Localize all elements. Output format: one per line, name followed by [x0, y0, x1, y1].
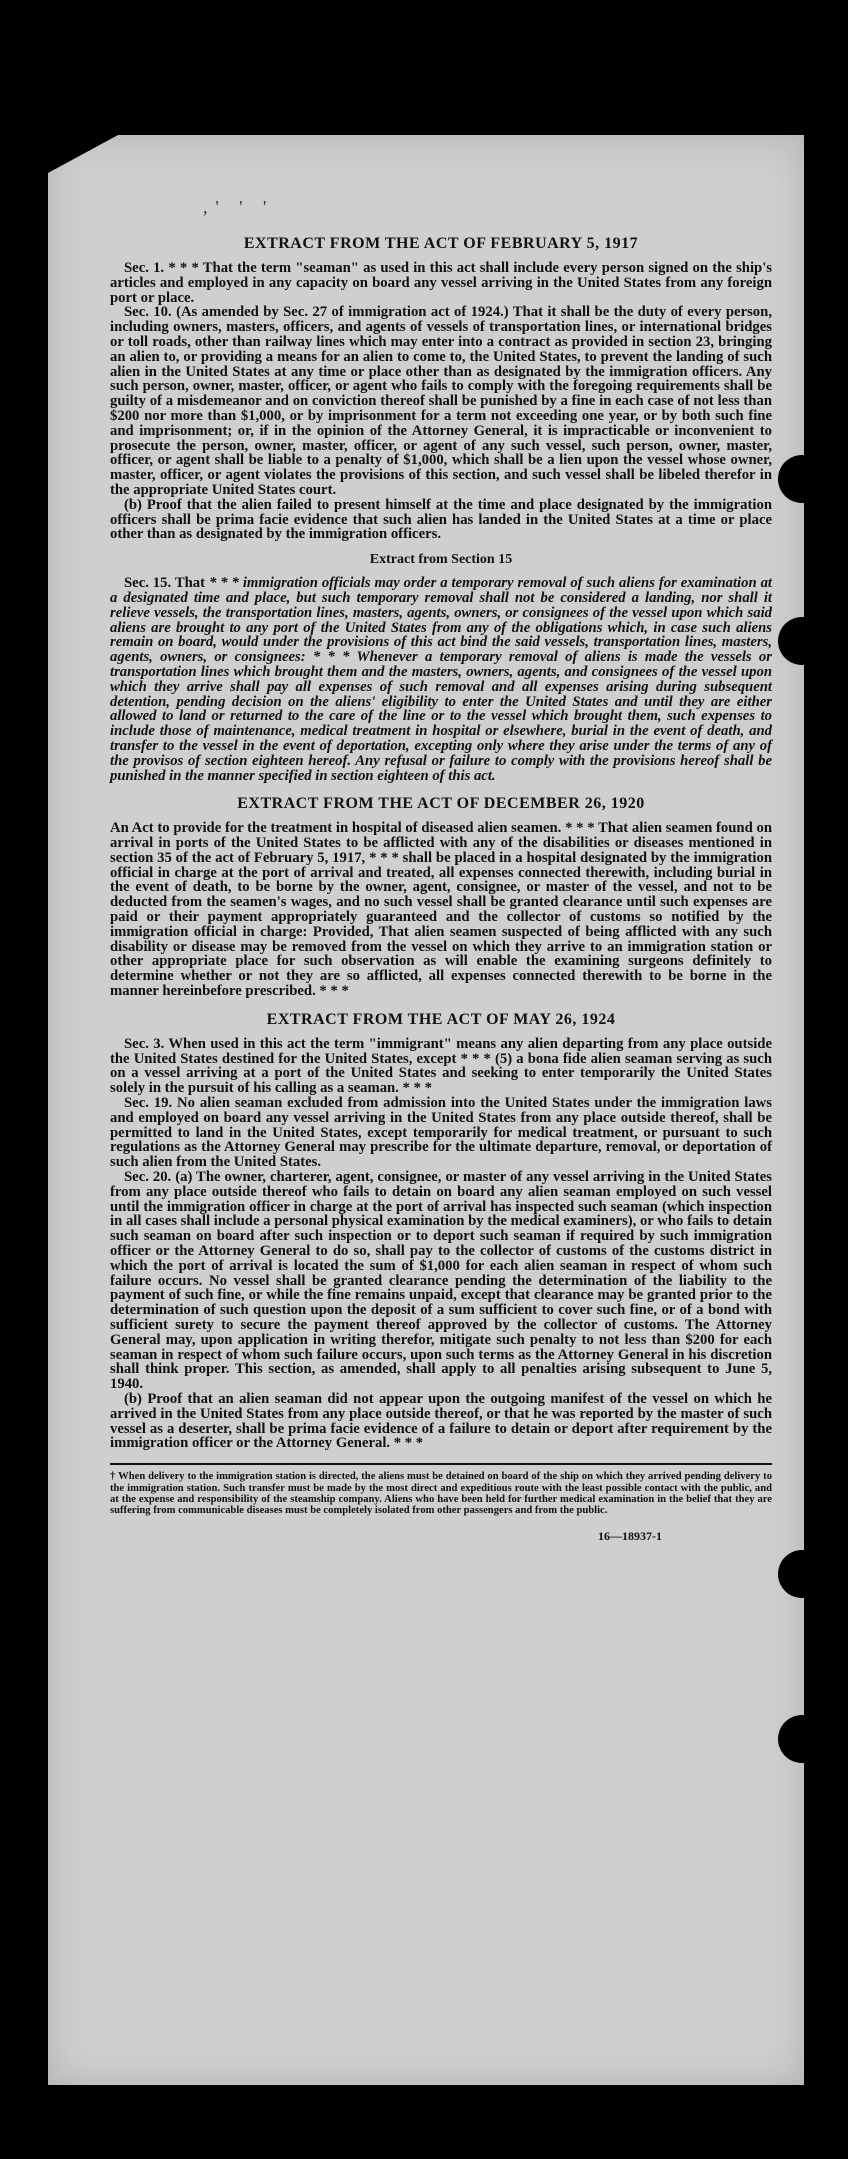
section-15 [110, 576, 772, 783]
document-sheet [48, 135, 804, 2085]
section-1-text: * * * That the term "seaman" as used in this act shall include every person signed on the ship's articles and employed in any capacity on board any vessel arriving in the United States from any foreign port or place. [110, 260, 772, 306]
section-3-heading: Sec. 3. [124, 1035, 165, 1052]
section-10-text: (As amended by Sec. 27 of immigration act of 1924.) That it shall be the duty of every person, including owners, masters, officers, and agents of vessels of transportation lines, or international bridges or toll roads, other than railway lines which may enter into a contract as provided in section 23, bringing an alien to, or providing a means for an alien to come to, the United States, to prevent the landing of such alien in the United States at any time or place other than as designated by the immigration officers. Any such person, owner, master, officer, or agent who fails to comply with the foregoing requirements shall be guilty of a misdemeanor and on conviction thereof shall be punished by a fine in each case of not less than $200 nor more than $1,000, or by imprisonment for a term not exceeding one year, or by both such fine and imprisonment; or, if in the opinion of the Attorney General, it is impracticable or inconvenient to prosecute the person, owner, master, officer, or agent of any such vessel, such person, owner, master, officer, or agent shall be liable to a penalty of $1,000, which shall be a lien upon the vessel whose owner, master, officer, or agent violates the provisions of this section, and such vessel shall be libeled therefor in the appropriate United States court. [110, 304, 772, 498]
section-10-heading: Sec. 10. [124, 304, 172, 321]
section-20-text: (a) The owner, charterer, agent, consignee, or master of any vessel arriving in the United States from any place outside thereof who fails to detain on board any alien seaman employed on such vessel until the immigration officer in charge at the port of arrival has inspected such seaman (which inspection in all cases shall include a personal physical examination by the medical examiners), or who fails to detain such seaman on board after such inspection or to deport such seaman if required by such immigration officer or the Attorney General to do so, shall pay to the collector of customs of the customs district in which the port of arrival is located the sum of $1,000 for each alien seaman in respect of whom such failure occurs. No vessel shall be granted clearance pending the determination of the liability to the payment of such fine, or while the fine remains unpaid, except that clearance may be granted prior to the determination of such question upon the deposit of a sum sufficient to cover such fine, or of a bond with sufficient surety to secure the payment thereof approved by the collector of customs. The Attorney General may, upon application in writing therefor, mitigate such penalty to not less than $200 for each seaman in respect of whom such failure occurs, upon such terms as the Attorney General in his discretion shall think proper. This section, as amended, shall apply to all penalties arising subsequent to June 5, 1940. [110, 1169, 772, 1393]
section-15-text: * * * immigration officials may order a temporary removal of such aliens for examination at a designated time and place, but such temporary removal shall not be considered a landing, nor shall it relieve vessels, the transportation lines, masters, agents, owners, or consignees of the vessel upon which said aliens are brought to any port of the United States from any of the obligations which, in case such aliens remain on board, would under the provisions of this act bind the said vessels, transportation lines, masters, agents, owners, or consignees: * * * Whenever a temporary removal of aliens is made the vessels or transportation lines which brought them and the masters, owners, agents, and consignees of the vessel upon which they arrive shall pay all expenses of such removal and all expenses arising during subsequent detention, pending decision on the aliens' eligibility to enter the United States and until they are either allowed to land or returned to the care of the line or to the vessel which brought them, such expenses to include those of maintenance, medical treatment in hospital or elsewhere, burial in the event of death, and transfer to the vessel in the event of deportation, excepting only where they arise under the terms of any of the provisos of section eighteen hereof. Any refusal or failure to comply with the provisions hereof shall be punished in the manner specified in section eighteen of this act. [110, 575, 772, 784]
section-19-text: No alien seaman excluded from admission into the United States under the immigration laws and employed on board any vessel arriving in the United States from any place outside thereof, shall be permitted to land in the United States, except temporarily for medical treatment, or pursuant to such regulations as the Attorney General may prescribe for the ultimate departure, removal, or deportation of such alien from the United States. [110, 1095, 772, 1171]
section-19 [110, 1096, 772, 1170]
heading-act-1917: EXTRACT FROM THE ACT OF FEBRUARY 5, 1917 [243, 235, 639, 252]
folded-corner [48, 135, 118, 173]
section-3 [110, 1037, 772, 1096]
act-1920-text: An Act to provide for the treatment in hospital of diseased alien seamen. * * * That alien seamen found on arrival in ports of the United States to be afflicted with any of the disabilities or diseases mentioned in section 35 of the act of February 5, 1917, * * * shall be placed in a hospital designated by the immigration official in charge at the port of arrival and treated, all expenses connected therewith, including burial in the event of death, to be borne by the owner, agent, consignee, or master of the vessel, and not to be deducted from the seamen's wages, and no such vessel shall be granted clearance until such expenses are paid or their payment appropriately guaranteed and the collector of customs so notified by the immigration official in charge: Provided, That alien seamen suspected of being afflicted with any such disability or disease may be removed from the vessel on which they arrive to an immigration station or other appropriate place for such observation as will enable the examining surgeons definitely to determine whether or not they are so afflicted, all expenses connected therewith to be borne in the manner hereinbefore prescribed. * * * [110, 820, 772, 1000]
document-body [110, 235, 772, 1544]
punch-hole-4 [778, 1715, 826, 1763]
section-1 [110, 261, 772, 305]
punch-hole-1 [778, 455, 826, 503]
footnote-divider [110, 1463, 772, 1465]
section-20 [110, 1170, 772, 1392]
section-3-text: When used in this act the term "immigrant" means any alien departing from any place outside the United States destined for the United States, except * * * (5) a bona fide alien seaman serving as such on a vessel arriving at a port of the United States and seeking to enter temporarily the United States solely in the pursuit of his calling as a seaman. * * * [110, 1035, 772, 1097]
heading-section-15: Extract from Section 15 [369, 552, 513, 568]
footnote: † When delivery to the immigration station is directed, the aliens must be detained on board of the ship on which they arrived pending delivery to the immigration station. Such transfer must be made by the most direct and expeditious route with the least possible contact with the public, and at the expense and responsibility of the steamship company. Aliens who have been held for further medical examination in the belief that they are suffering from communicable diseases must be completely isolated from other passengers and from the public. [110, 1471, 772, 1517]
section-10-b: (b) Proof that the alien failed to present himself at the time and place designated by the immigration officers shall be prima facie evidence that such alien has landed in the United States at a time or place other than as designated by the immigration officers. [110, 496, 772, 543]
pencil-marks: ,' ' ' [203, 197, 275, 217]
punch-hole-3 [778, 1550, 826, 1598]
section-10 [110, 305, 772, 497]
heading-act-1920: EXTRACT FROM THE ACT OF DECEMBER 26, 1920 [237, 795, 645, 813]
section-15-heading: Sec. 15. That [124, 575, 206, 592]
section-20-heading: Sec. 20. [124, 1169, 172, 1186]
punch-hole-2 [778, 617, 826, 665]
section-19-heading: Sec. 19. [124, 1095, 173, 1112]
heading-act-1924: EXTRACT FROM THE ACT OF MAY 26, 1924 [266, 1010, 616, 1028]
form-number: 16—18937-1 [598, 1528, 662, 1543]
section-1-heading: Sec. 1. [124, 260, 165, 276]
section-20-b: (b) Proof that an alien seaman did not appear upon the outgoing manifest of the vessel on which he arrived in the United States from any place outside thereof, or that he was reported by the master of such vessel as a deserter, shall be prima facie evidence of a failure to detain or deport after requirement by the immigration officer or the Attorney General. * * * [110, 1390, 772, 1452]
